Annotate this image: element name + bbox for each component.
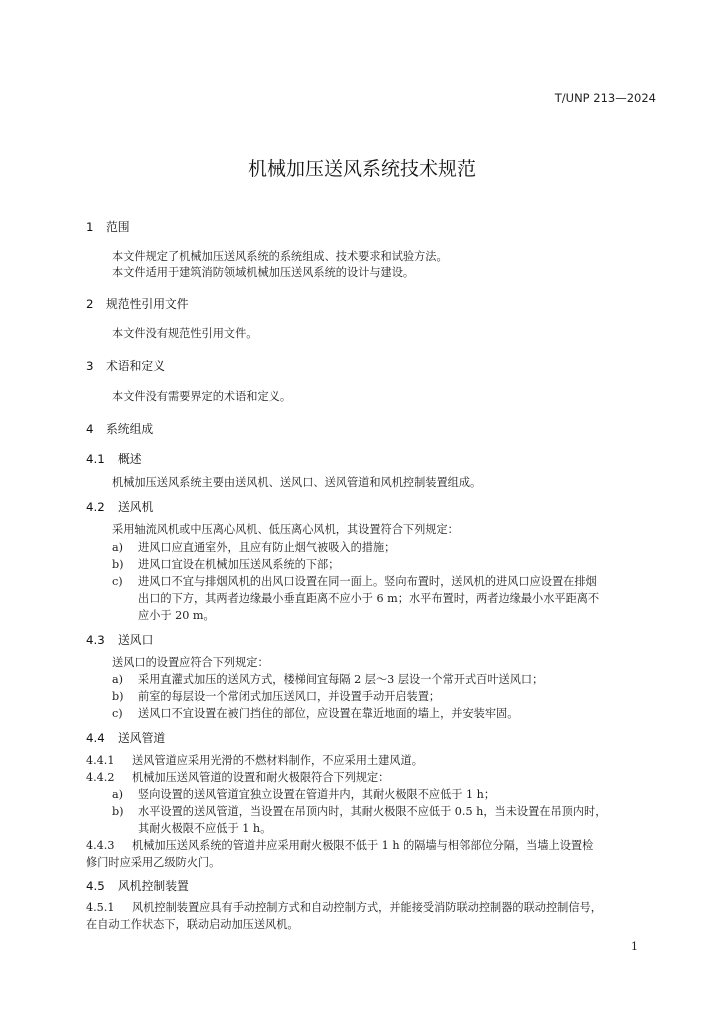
section-2-heading	[86, 296, 189, 312]
subsection-number: 4.3	[86, 633, 105, 647]
list-marker: b)	[112, 690, 124, 703]
list-marker: a)	[112, 788, 124, 801]
list-text: 进风口应直通室外，且应有防止烟气被吸入的措施；	[138, 541, 396, 554]
clause-number: 4.5.1	[86, 901, 115, 914]
paragraph: 本文件没有需要界定的术语和定义。	[112, 390, 292, 403]
list-marker: a)	[112, 673, 124, 686]
list-text: 进风口宜设在机械加压送风系统的下部；	[138, 558, 340, 571]
subsection-4-1-heading	[86, 451, 142, 467]
clause-4-5-1	[86, 900, 602, 916]
list-item-continuation: 其耐火极限不应低于 1 h。	[138, 822, 272, 835]
paragraph: 本文件没有规范性引用文件。	[112, 327, 258, 340]
clause-continuation: 修门时应采用乙级防火门。	[86, 856, 221, 869]
list-item	[112, 672, 543, 688]
list-marker: b)	[112, 805, 124, 818]
paragraph: 送风口的设置应符合下列规定：	[112, 656, 269, 669]
section-title: 范围	[106, 220, 130, 234]
clause-4-4-2	[86, 770, 389, 786]
clause-text: 风机控制装置应具有手动控制方式和自动控制方式，并能接受消防联动控制器的联动控制信号，	[132, 901, 602, 914]
list-text: 进风口不宜与排烟风机的出风口设置在同一面上。竖向布置时，送风机的进风口应设置在排烟	[138, 575, 597, 588]
clause-4-4-1	[86, 753, 423, 769]
list-item-continuation: 出口的下方，其两者边缘最小垂直距离不应小于 6 m；水平布置时，两者边缘最小水平距离不	[138, 592, 600, 605]
subsection-number: 4.5	[86, 879, 105, 893]
list-item	[112, 574, 597, 590]
standard-number: T/UNP 213—2024	[554, 91, 656, 105]
paragraph: 采用轴流风机或中压离心风机、低压离心风机，其设置符合下列规定：	[112, 523, 459, 536]
clause-number: 4.4.2	[86, 771, 115, 784]
subsection-4-5-heading	[86, 878, 189, 894]
paragraph: 本文件规定了机械加压送风系统的系统组成、技术要求和试验方法。	[112, 250, 448, 263]
section-4-heading	[86, 421, 153, 437]
section-1-heading	[86, 219, 130, 235]
subsection-title: 概述	[118, 452, 142, 466]
section-title: 系统组成	[106, 422, 154, 436]
subsection-4-3-heading	[86, 632, 153, 648]
subsection-4-2-heading	[86, 499, 153, 515]
list-text: 采用直灌式加压的送风方式，楼梯间宜每隔 2 层～3 层设一个常开式百叶送风口；	[138, 673, 544, 686]
subsection-4-4-heading	[86, 730, 165, 746]
list-item	[112, 557, 339, 573]
page-number: 1	[631, 940, 638, 953]
subsection-title: 风机控制装置	[118, 879, 189, 893]
list-marker: c)	[112, 707, 123, 720]
list-text: 前室的每层设一个常闭式加压送风口，并设置手动开启装置；	[138, 690, 441, 703]
list-item	[112, 689, 440, 705]
list-text: 竖向设置的送风管道宜独立设置在管道井内，其耐火极限不应低于 1 h；	[138, 788, 496, 801]
list-marker: c)	[112, 575, 123, 588]
subsection-title: 送风管道	[118, 731, 166, 745]
subsection-title: 送风机	[118, 500, 154, 514]
clause-number: 4.4.3	[86, 839, 115, 852]
list-text: 水平设置的送风管道，当设置在吊顶内时，其耐火极限不应低于 0.5 h，当未设置在吊顶内时，	[138, 805, 607, 818]
list-item-continuation: 应小于 20 m。	[138, 609, 215, 622]
section-number: 4	[86, 422, 94, 436]
paragraph: 机械加压送风系统主要由送风机、送风口、送风管道和风机控制装置组成。	[112, 476, 482, 489]
clause-text: 机械加压送风系统的管道井应采用耐火极限不低于 1 h 的隔墙与相邻部位分隔，当墙上设置检	[132, 839, 594, 852]
list-item	[112, 706, 518, 722]
subsection-number: 4.2	[86, 500, 105, 514]
subsection-number: 4.4	[86, 731, 105, 745]
paragraph: 本文件适用于建筑消防领域机械加压送风系统的设计与建设。	[112, 266, 415, 279]
clause-text: 送风管道应采用光滑的不燃材料制作，不应采用土建风道。	[132, 754, 423, 767]
clause-text: 机械加压送风管道的设置和耐火极限符合下列规定：	[132, 771, 390, 784]
section-title: 术语和定义	[106, 359, 165, 373]
clause-continuation: 在自动工作状态下，联动启动加压送风机。	[86, 918, 299, 931]
section-3-heading	[86, 358, 165, 374]
clause-number: 4.4.1	[86, 754, 115, 767]
list-marker: a)	[112, 541, 124, 554]
subsection-title: 送风口	[118, 633, 154, 647]
section-title: 规范性引用文件	[106, 297, 189, 311]
clause-4-4-3	[86, 838, 593, 854]
list-marker: b)	[112, 558, 124, 571]
section-number: 3	[86, 359, 94, 373]
document-title: 机械加压送风系统技术规范	[247, 158, 476, 180]
list-item	[112, 804, 606, 820]
list-item	[112, 787, 495, 803]
list-item	[112, 540, 395, 556]
subsection-number: 4.1	[86, 452, 105, 466]
section-number: 2	[86, 297, 94, 311]
list-text: 送风口不宜设置在被门挡住的部位，应设置在靠近地面的墙上，并安装牢固。	[138, 707, 519, 720]
section-number: 1	[86, 220, 94, 234]
